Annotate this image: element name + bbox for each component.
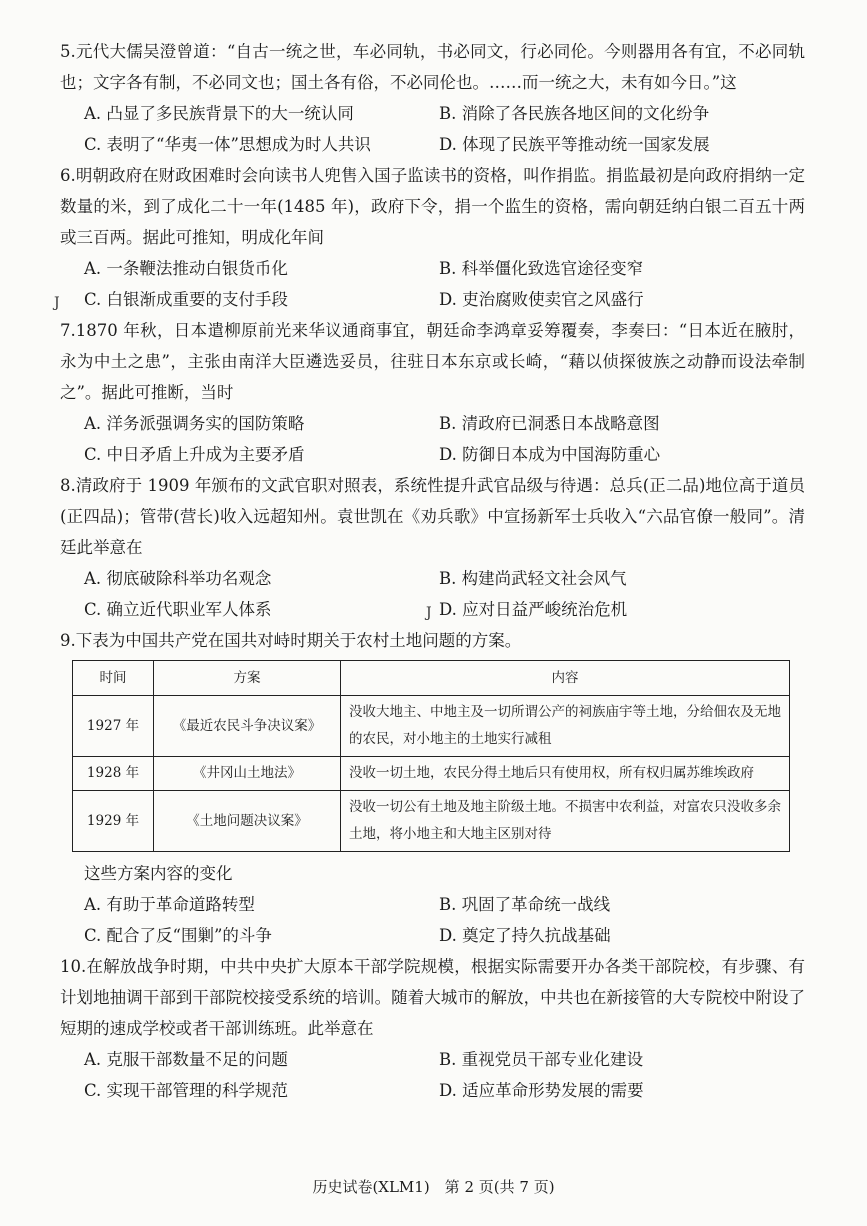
- option-9d: D. 奠定了持久抗战基础: [439, 926, 611, 945]
- option-7d: D. 防御日本成为中国海防重心: [439, 445, 661, 464]
- option-9b: B. 巩固了革命统一战线: [439, 895, 611, 914]
- exam-page: [54, 36, 805, 1106]
- option-5d: D. 体现了民族平等推动统一国家发展: [439, 135, 710, 154]
- option-9c: C. 配合了反“围剿”的斗争: [84, 926, 272, 945]
- option-10d: D. 适应革命形势发展的需要: [439, 1081, 644, 1100]
- option-7c: C. 中日矛盾上升成为主要矛盾: [84, 445, 305, 464]
- option-6d: D. 吏治腐败使卖官之风盛行: [439, 290, 644, 309]
- option-8b: B. 构建尚武轻文社会风气: [439, 569, 627, 588]
- question-7-stem: 7.1870 年秋，日本遣柳原前光来华议通商事宜，朝廷命李鸿章妥筹覆奏，李奏曰：“日本近在腋肘，永为中土之患”，主张由南洋大臣遴选妥员，往驻日本东京或长崎，“藉以侦探彼族之动静而设法牵制之”。据此可推断，当时: [60, 321, 805, 402]
- table-cell-time: 1929 年: [73, 791, 154, 852]
- question-5-options: [60, 98, 805, 160]
- option-7a: A. 洋务派强调务实的国防策略: [84, 414, 305, 433]
- question-9-options: [60, 889, 805, 951]
- table-row: [73, 757, 790, 791]
- option-6c: C. 白银渐成重要的支付手段: [84, 290, 289, 309]
- table-cell-plan: 《最近农民斗争决议案》: [154, 696, 341, 757]
- question-6: [54, 160, 805, 315]
- option-8c: C. 确立近代职业军人体系: [84, 600, 272, 619]
- question-8-options: [60, 563, 805, 625]
- handwritten-tick-mark: J: [54, 295, 60, 311]
- question-8-stem: 8.清政府于 1909 年颁布的文武官职对照表，系统性提升武官品级与待遇：总兵(正二品)地位高于道员(正四品)；管带(营长)收入远超知州。袁世凯在《劝兵歌》中宣扬新军士兵收入“六品官僚一般同”。清廷此举意在: [60, 476, 805, 557]
- question-9-prompt: 这些方案内容的变化: [84, 864, 233, 883]
- option-9a: A. 有助于革命道路转型: [84, 895, 255, 914]
- table-header-cell: 时间: [73, 661, 154, 696]
- table-cell-plan: 《土地问题决议案》: [154, 791, 341, 852]
- option-8a: A. 彻底破除科举功名观念: [84, 569, 272, 588]
- handwritten-tick-mark: J: [426, 605, 432, 621]
- option-5c: C. 表明了“华夷一体”思想成为时人共识: [84, 135, 371, 154]
- question-9: [60, 625, 805, 951]
- option-8d: D. 应对日益严峻统治危机: [439, 600, 628, 619]
- table-header-cell: 内容: [341, 661, 790, 696]
- table-header-cell: 方案: [154, 661, 341, 696]
- table-row: [73, 696, 790, 757]
- table-cell-plan: 《井冈山土地法》: [154, 757, 341, 791]
- question-7-options: [60, 408, 805, 470]
- table-row: [73, 791, 790, 852]
- option-10b: B. 重视党员干部专业化建设: [439, 1050, 644, 1069]
- option-6a: A. 一条鞭法推动白银货币化: [84, 259, 288, 278]
- page-footer: 历史试卷(XLM1) 第 2 页(共 7 页): [312, 1178, 555, 1196]
- question-5: [60, 36, 805, 160]
- option-6b: B. 科举僵化致选官途径变窄: [439, 259, 644, 278]
- question-10-options: [60, 1044, 805, 1106]
- question-9-stem: 9.下表为中国共产党在国共对峙时期关于农村土地问题的方案。: [60, 631, 522, 650]
- question-6-options: [54, 253, 805, 315]
- question-6-stem: 6.明朝政府在财政困难时会向读书人兜售入国子监读书的资格，叫作捐监。捐监最初是向政府捐纳一定数量的米，到了成化二十一年(1485 年)，政府下令，捐一个监生的资格，需向朝廷纳白银二百五十两或三百两。据此可推知，明成化年间: [60, 166, 805, 247]
- table-header-row: [73, 661, 790, 696]
- question-7: [60, 315, 805, 470]
- table-cell-time: 1927 年: [73, 696, 154, 757]
- table-cell-content: 没收大地主、中地主及一切所谓公产的祠族庙宇等土地，分给佃农及无地的农民，对小地主的土地实行减租: [341, 696, 790, 757]
- table-cell-content: 没收一切土地，农民分得土地后只有使用权，所有权归属苏维埃政府: [341, 757, 790, 791]
- option-10a: A. 克服干部数量不足的问题: [84, 1050, 288, 1069]
- land-policy-table: [72, 660, 790, 852]
- question-10: [60, 951, 805, 1106]
- option-5a: A. 凸显了多民族背景下的大一统认同: [84, 104, 354, 123]
- question-8: [60, 470, 805, 625]
- question-10-stem: 10.在解放战争时期，中共中央扩大原本干部学院规模，根据实际需要开办各类干部院校，有步骤、有计划地抽调干部到干部院校接受系统的培训。随着大城市的解放，中共也在新接管的大专院校中附设了短期的速成学校或者干部训练班。此举意在: [60, 957, 805, 1038]
- question-5-stem: 5.元代大儒吴澄曾道：“自古一统之世，车必同轨，书必同文，行必同伦。今则器用各有宜，不必同轨也；文字各有制，不必同文也；国土各有俗，不必同伦也。……而一统之大，未有如今日。”这: [60, 42, 805, 92]
- option-7b: B. 清政府已洞悉日本战略意图: [439, 414, 660, 433]
- table-cell-content: 没收一切公有土地及地主阶级土地。不损害中农利益，对富农只没收多余土地，将小地主和大地主区别对待: [341, 791, 790, 852]
- option-5b: B. 消除了各民族各地区间的文化纷争: [439, 104, 710, 123]
- option-10c: C. 实现干部管理的科学规范: [84, 1081, 289, 1100]
- table-cell-time: 1928 年: [73, 757, 154, 791]
